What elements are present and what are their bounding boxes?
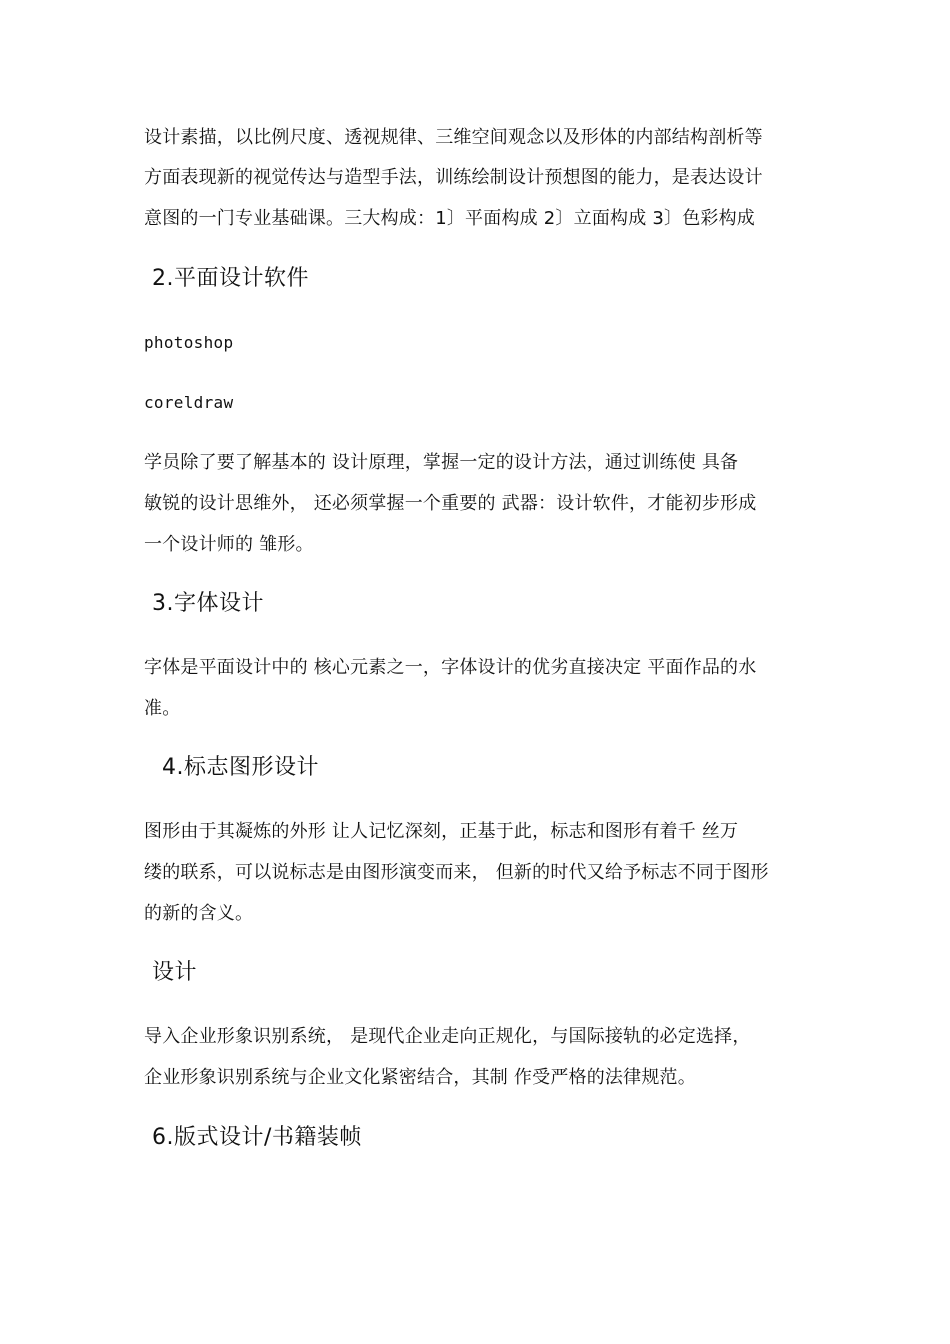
- section-heading-font: 3.字体设计: [152, 591, 264, 616]
- paragraph-line: 准。: [144, 698, 181, 719]
- paragraph-line: 设计素描，以比例尺度、透视规律、三维空间观念以及形体的内部结构剖析等: [144, 127, 763, 148]
- paragraph-line: 敏锐的设计思维外， 还必须掌握一个重要的 武器：设计软件，才能初步形成: [144, 493, 757, 514]
- section-heading-logo: 4.标志图形设计: [162, 755, 319, 780]
- paragraph-line: 的新的含义。: [144, 903, 254, 924]
- paragraph-line: 导入企业形象识别系统， 是现代企业走向正规化，与国际接轨的必定选择，: [144, 1026, 751, 1047]
- paragraph-line: 字体是平面设计中的 核心元素之一，字体设计的优劣直接决定 平面作品的水: [144, 657, 757, 678]
- paragraph-line: 意图的一门专业基础课。三大构成：1〕平面构成 2〕立面构成 3〕色彩构成: [144, 208, 755, 229]
- paragraph-line: 一个设计师的 雏形。: [144, 534, 314, 555]
- software-item-photoshop: photoshop: [144, 333, 234, 352]
- paragraph-line: 方面表现新的视觉传达与造型手法，训练绘制设计预想图的能力，是表达设计: [144, 167, 763, 188]
- section-heading-vi: 设计: [152, 960, 198, 985]
- section-heading-software: 2.平面设计软件: [152, 266, 309, 291]
- paragraph-line: 图形由于其凝炼的外形 让人记忆深刻，正基于此，标志和图形有着千 丝万: [144, 821, 739, 842]
- software-item-coreldraw: coreldraw: [144, 393, 234, 412]
- paragraph-line: 学员除了要了解基本的 设计原理，掌握一定的设计方法，通过训练使 具备: [144, 452, 739, 473]
- paragraph-line: 缕的联系，可以说标志是由图形演变而来， 但新的时代又给予标志不同于图形: [144, 862, 769, 883]
- section-heading-layout: 6.版式设计/书籍装帧: [152, 1125, 362, 1150]
- paragraph-line: 企业形象识别系统与企业文化紧密结合，其制 作受严格的法律规范。: [144, 1067, 696, 1088]
